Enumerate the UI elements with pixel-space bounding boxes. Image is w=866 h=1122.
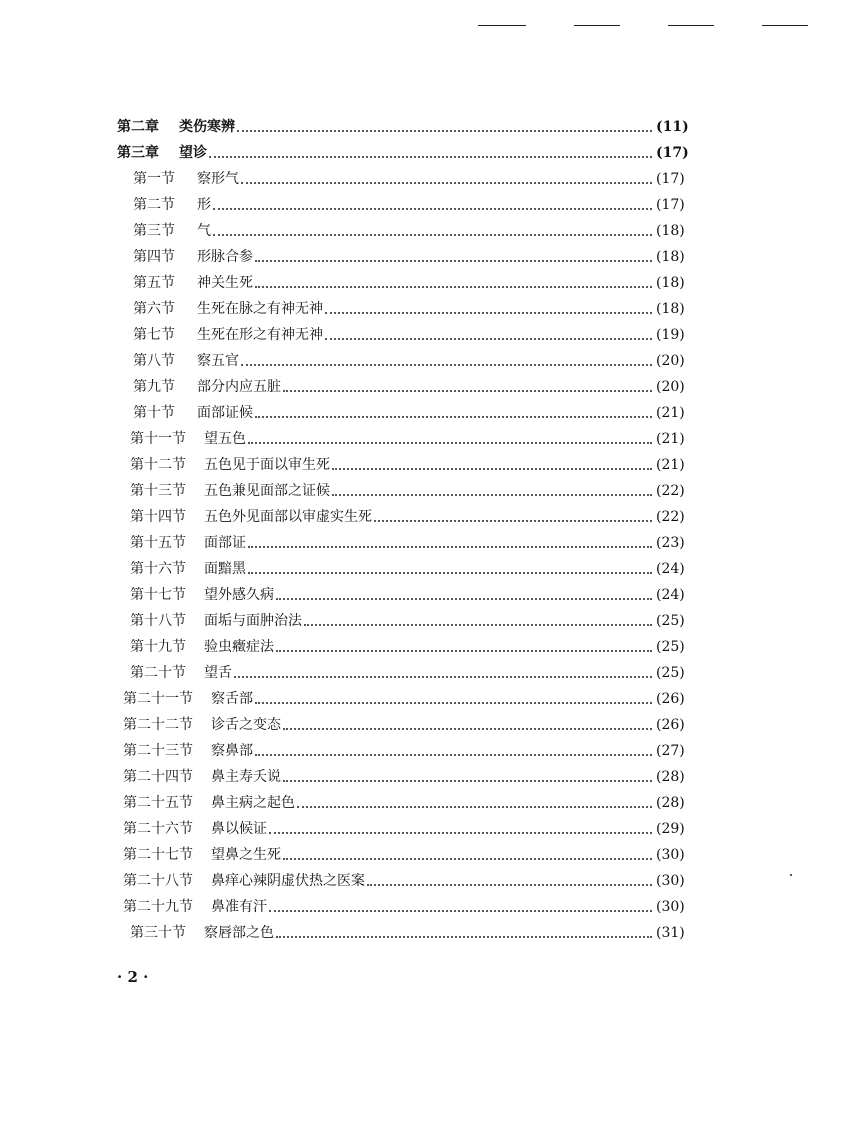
toc-entry-page: (23)	[656, 535, 685, 551]
toc-entry	[0, 348, 866, 374]
toc-entry-title: 察唇部之色	[204, 925, 274, 941]
toc-entry	[0, 504, 866, 530]
toc-entry-label: 第二十八节	[123, 873, 193, 889]
toc-entry	[0, 114, 866, 140]
toc-entry-title: 鼻主寿夭说	[211, 769, 281, 785]
toc-entry	[0, 374, 866, 400]
toc-entry	[0, 296, 866, 322]
toc-entry-label: 第三章	[117, 145, 159, 161]
toc-dot-leader	[283, 390, 652, 392]
toc-dot-leader	[283, 780, 652, 782]
toc-entry	[0, 166, 866, 192]
toc-entry-page: (18)	[656, 301, 685, 317]
toc-entry-title: 察五官	[197, 353, 239, 369]
toc-entry-page: (17)	[656, 145, 689, 161]
toc-entry-title: 形脉合参	[197, 249, 253, 265]
toc-entry-title: 察形气	[197, 171, 239, 187]
toc-entry-title: 五色外见面部以审虚实生死	[204, 509, 372, 525]
toc-entry	[0, 530, 866, 556]
toc-entry-page: (28)	[656, 769, 685, 785]
toc-entry-title: 生死在脉之有神无神	[197, 301, 323, 317]
toc-entry-title: 面垢与面肿治法	[204, 613, 302, 629]
toc-entry-page: (21)	[656, 431, 685, 447]
toc-entry-title: 五色兼见面部之证候	[204, 483, 330, 499]
toc-dot-leader	[304, 624, 652, 626]
toc-entry-title: 望鼻之生死	[211, 847, 281, 863]
toc-entry-title: 察舌部	[211, 691, 253, 707]
toc-entry	[0, 400, 866, 426]
toc-entry-page: (24)	[656, 587, 685, 603]
toc-entry-label: 第五节	[133, 275, 175, 291]
toc-entry-title: 诊舌之变态	[211, 717, 281, 733]
toc-dot-leader	[283, 858, 652, 860]
toc-dot-leader	[276, 650, 652, 652]
toc-entry-label: 第十五节	[130, 535, 186, 551]
toc-entry-title: 察鼻部	[211, 743, 253, 759]
toc-entry-page: (30)	[656, 847, 685, 863]
toc-entry-title: 生死在形之有神无神	[197, 327, 323, 343]
toc-entry-label: 第十九节	[130, 639, 186, 655]
toc-dot-leader	[367, 884, 652, 886]
toc-dot-leader	[255, 416, 652, 418]
toc-entry	[0, 426, 866, 452]
toc-entry-page: (27)	[656, 743, 685, 759]
toc-entry-page: (21)	[656, 405, 685, 421]
toc-entry-label: 第二十六节	[123, 821, 193, 837]
toc-entry-label: 第十四节	[130, 509, 186, 525]
toc-entry	[0, 920, 866, 946]
toc-entry-label: 第六节	[133, 301, 175, 317]
toc-entry	[0, 452, 866, 478]
toc-entry	[0, 608, 866, 634]
toc-entry-title: 面黯黑	[204, 561, 246, 577]
toc-entry-title: 鼻痒心辣阴虚伏热之医案	[211, 873, 365, 889]
toc-entry	[0, 894, 866, 920]
toc-entry	[0, 218, 866, 244]
toc-dot-leader	[209, 156, 652, 158]
toc-dot-leader	[248, 546, 652, 548]
toc-entry-label: 第二十九节	[123, 899, 193, 915]
toc-entry-label: 第八节	[133, 353, 175, 369]
page-number: · 2 ·	[117, 968, 149, 986]
toc-entry-title: 气	[197, 223, 211, 239]
toc-entry-page: (17)	[656, 197, 685, 213]
toc-entry-label: 第十二节	[130, 457, 186, 473]
toc-entry	[0, 192, 866, 218]
toc-entry	[0, 270, 866, 296]
toc-entry-label: 第十六节	[130, 561, 186, 577]
toc-entry	[0, 712, 866, 738]
toc-entry-title: 形	[197, 197, 211, 213]
toc-entry-label: 第三节	[133, 223, 175, 239]
toc-entry-page: (22)	[656, 509, 685, 525]
toc-entry-title: 望舌	[204, 665, 232, 681]
toc-dot-leader	[255, 260, 652, 262]
toc-entry-label: 第三十节	[130, 925, 186, 941]
toc-entry-page: (25)	[656, 613, 685, 629]
toc-entry-label: 第十三节	[130, 483, 186, 499]
toc-entry-page: (19)	[656, 327, 685, 343]
toc-entry-title: 鼻以候证	[211, 821, 267, 837]
toc-dot-leader	[297, 806, 652, 808]
toc-entry-title: 神关生死	[197, 275, 253, 291]
toc-dot-leader	[234, 676, 652, 678]
toc-entry-title: 望五色	[204, 431, 246, 447]
toc-entry	[0, 660, 866, 686]
toc-entry-label: 第四节	[133, 249, 175, 265]
toc-entry-page: (26)	[656, 717, 685, 733]
toc-dot-leader	[248, 442, 652, 444]
toc-dot-leader	[374, 520, 652, 522]
toc-dot-leader	[248, 572, 652, 574]
toc-entry-page: (17)	[656, 171, 685, 187]
toc-entry	[0, 140, 866, 166]
toc-entry-title: 鼻主病之起色	[211, 795, 295, 811]
toc-entry-page: (22)	[656, 483, 685, 499]
toc-entry-page: (18)	[656, 249, 685, 265]
toc-entry-label: 第十七节	[130, 587, 186, 603]
toc-entry-label: 第七节	[133, 327, 175, 343]
toc-dot-leader	[213, 208, 652, 210]
toc-entry-label: 第二十四节	[123, 769, 193, 785]
toc-entry-title: 验虫癥症法	[204, 639, 274, 655]
toc-entry	[0, 738, 866, 764]
toc-entry-page: (29)	[656, 821, 685, 837]
toc-entry-label: 第二章	[117, 119, 159, 135]
toc-entry-page: (20)	[656, 379, 685, 395]
toc-entry-page: (20)	[656, 353, 685, 369]
toc-entry-title: 面部证	[204, 535, 246, 551]
toc-entry-title: 望外感久病	[204, 587, 274, 603]
toc-entry-page: (31)	[656, 925, 685, 941]
toc-entry-page: (26)	[656, 691, 685, 707]
toc-entry-page: (25)	[656, 665, 685, 681]
toc-dot-leader	[283, 728, 652, 730]
toc-entry	[0, 842, 866, 868]
toc-entry	[0, 634, 866, 660]
toc-entry-title: 部分内应五脏	[197, 379, 281, 395]
toc-dot-leader	[237, 130, 652, 132]
toc-entry	[0, 244, 866, 270]
toc-entry	[0, 816, 866, 842]
toc-entry-page: (30)	[656, 899, 685, 915]
toc-entry	[0, 790, 866, 816]
toc-entry-page: (11)	[656, 119, 689, 135]
toc-entry-label: 第二节	[133, 197, 175, 213]
toc-entry-label: 第二十二节	[123, 717, 193, 733]
toc-entry	[0, 868, 866, 894]
toc-dot-leader	[255, 754, 652, 756]
toc-dot-leader	[255, 702, 652, 704]
toc-dot-leader	[325, 312, 652, 314]
toc-dot-leader	[325, 338, 652, 340]
toc-entry-label: 第十八节	[130, 613, 186, 629]
toc-dot-leader	[276, 936, 652, 938]
toc-entry	[0, 686, 866, 712]
toc-entry-label: 第二十五节	[123, 795, 193, 811]
toc-entry-label: 第二十节	[130, 665, 186, 681]
toc-dot-leader	[332, 494, 652, 496]
toc-entry-label: 第一节	[133, 171, 175, 187]
toc-entry	[0, 764, 866, 790]
toc-entry-title: 类伤寒辨	[179, 119, 235, 135]
toc-dot-leader	[269, 832, 652, 834]
toc-entry	[0, 556, 866, 582]
toc-entry-label: 第二十三节	[123, 743, 193, 759]
toc-entry-label: 第二十一节	[123, 691, 193, 707]
toc-entry-title: 面部证候	[197, 405, 253, 421]
toc-entry	[0, 322, 866, 348]
toc-dot-leader	[332, 468, 652, 470]
toc-dot-leader	[213, 234, 652, 236]
toc-entry-label: 第十一节	[130, 431, 186, 447]
toc-entry-title: 五色见于面以审生死	[204, 457, 330, 473]
toc-entry	[0, 478, 866, 504]
toc-entry-label: 第二十七节	[123, 847, 193, 863]
toc-entry-label: 第九节	[133, 379, 175, 395]
toc-entry-page: (25)	[656, 639, 685, 655]
toc-entry-page: (21)	[656, 457, 685, 473]
toc-dot-leader	[255, 286, 652, 288]
speck-mark	[790, 874, 792, 876]
toc-entry-page: (18)	[656, 223, 685, 239]
toc-dot-leader	[269, 910, 652, 912]
toc-entry-page: (18)	[656, 275, 685, 291]
toc-entry-title: 鼻准有汗	[211, 899, 267, 915]
toc-dot-leader	[241, 182, 652, 184]
toc-entry-page: (28)	[656, 795, 685, 811]
toc-entry-label: 第十节	[133, 405, 175, 421]
toc-entry	[0, 582, 866, 608]
toc-dot-leader	[276, 598, 652, 600]
toc-dot-leader	[241, 364, 652, 366]
toc-entry-page: (24)	[656, 561, 685, 577]
toc-entry-title: 望诊	[179, 145, 207, 161]
toc-entry-page: (30)	[656, 873, 685, 889]
